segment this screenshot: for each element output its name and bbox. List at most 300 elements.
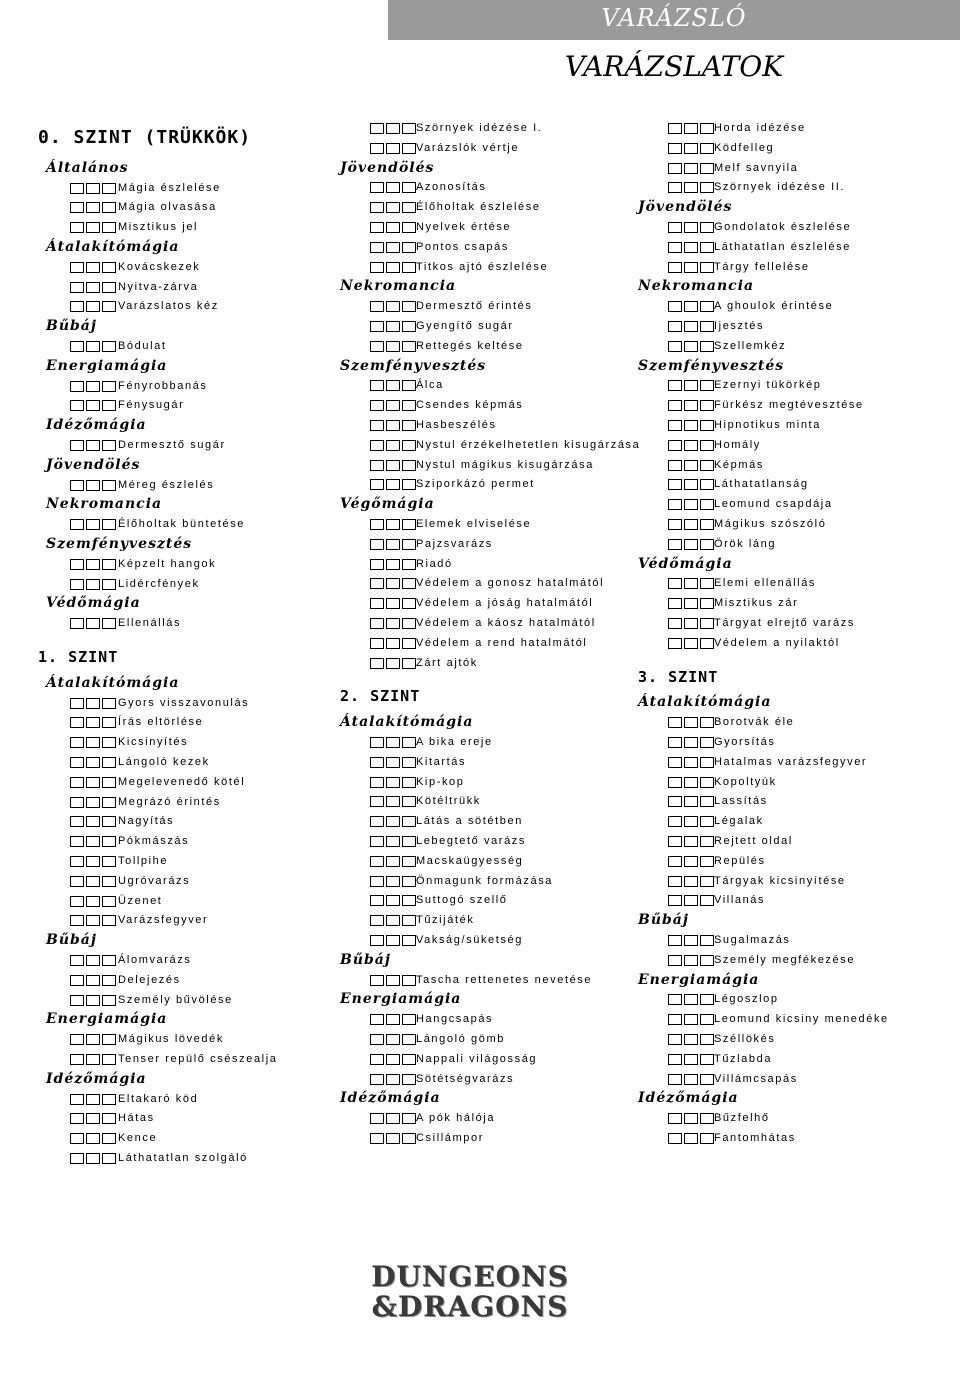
checkbox[interactable] [386, 1034, 400, 1045]
checkbox[interactable] [386, 143, 400, 154]
checkbox[interactable] [402, 479, 416, 490]
checkbox[interactable] [370, 539, 384, 550]
prepared-checkboxes[interactable] [70, 1153, 118, 1173]
checkbox[interactable] [668, 717, 682, 728]
checkbox[interactable] [102, 995, 116, 1006]
checkbox[interactable] [102, 400, 116, 411]
checkbox[interactable] [70, 955, 84, 966]
checkbox[interactable] [102, 797, 116, 808]
checkbox[interactable] [684, 777, 698, 788]
checkbox[interactable] [684, 1113, 698, 1124]
checkbox[interactable] [700, 400, 714, 411]
checkbox[interactable] [700, 321, 714, 332]
checkbox[interactable] [668, 182, 682, 193]
checkbox[interactable] [70, 559, 84, 570]
checkbox[interactable] [386, 757, 400, 768]
checkbox[interactable] [668, 1034, 682, 1045]
checkbox[interactable] [402, 757, 416, 768]
checkbox[interactable] [700, 816, 714, 827]
checkbox[interactable] [86, 797, 100, 808]
checkbox[interactable] [102, 262, 116, 273]
checkbox[interactable] [70, 816, 84, 827]
checkbox[interactable] [70, 480, 84, 491]
checkbox[interactable] [402, 856, 416, 867]
checkbox[interactable] [102, 757, 116, 768]
checkbox[interactable] [700, 519, 714, 530]
checkbox[interactable] [86, 955, 100, 966]
checkbox[interactable] [402, 222, 416, 233]
prepared-checkboxes[interactable] [668, 1133, 716, 1153]
checkbox[interactable] [70, 915, 84, 926]
checkbox[interactable] [668, 1074, 682, 1085]
checkbox[interactable] [86, 301, 100, 312]
checkbox[interactable] [70, 519, 84, 530]
checkbox[interactable] [700, 876, 714, 887]
checkbox[interactable] [386, 222, 400, 233]
checkbox[interactable] [700, 717, 714, 728]
checkbox[interactable] [684, 836, 698, 847]
checkbox[interactable] [386, 479, 400, 490]
checkbox[interactable] [668, 757, 682, 768]
checkbox[interactable] [86, 1133, 100, 1144]
checkbox[interactable] [402, 737, 416, 748]
checkbox[interactable] [402, 1054, 416, 1065]
checkbox[interactable] [102, 955, 116, 966]
checkbox[interactable] [102, 1113, 116, 1124]
checkbox[interactable] [700, 242, 714, 253]
checkbox[interactable] [86, 915, 100, 926]
checkbox[interactable] [668, 301, 682, 312]
checkbox[interactable] [402, 876, 416, 887]
checkbox[interactable] [668, 262, 682, 273]
checkbox[interactable] [370, 796, 384, 807]
checkbox[interactable] [386, 123, 400, 134]
checkbox[interactable] [102, 341, 116, 352]
checkbox[interactable] [700, 123, 714, 134]
checkbox[interactable] [386, 460, 400, 471]
checkbox[interactable] [668, 955, 682, 966]
checkbox[interactable] [102, 183, 116, 194]
checkbox[interactable] [402, 460, 416, 471]
checkbox[interactable] [102, 519, 116, 530]
checkbox[interactable] [684, 143, 698, 154]
checkbox[interactable] [700, 578, 714, 589]
checkbox[interactable] [386, 836, 400, 847]
checkbox[interactable] [86, 618, 100, 629]
checkbox[interactable] [370, 1014, 384, 1025]
checkbox[interactable] [370, 737, 384, 748]
checkbox[interactable] [102, 717, 116, 728]
checkbox[interactable] [70, 579, 84, 590]
checkbox[interactable] [70, 836, 84, 847]
checkbox[interactable] [386, 182, 400, 193]
checkbox[interactable] [700, 598, 714, 609]
checkbox[interactable] [86, 381, 100, 392]
checkbox[interactable] [86, 698, 100, 709]
checkbox[interactable] [102, 301, 116, 312]
checkbox[interactable] [668, 876, 682, 887]
checkbox[interactable] [102, 1034, 116, 1045]
checkbox[interactable] [86, 183, 100, 194]
checkbox[interactable] [70, 341, 84, 352]
checkbox[interactable] [86, 777, 100, 788]
checkbox[interactable] [70, 1113, 84, 1124]
checkbox[interactable] [700, 796, 714, 807]
checkbox[interactable] [402, 895, 416, 906]
prepared-checkboxes[interactable] [70, 618, 118, 638]
checkbox[interactable] [402, 262, 416, 273]
checkbox[interactable] [370, 598, 384, 609]
checkbox[interactable] [668, 460, 682, 471]
checkbox[interactable] [86, 816, 100, 827]
checkbox[interactable] [86, 559, 100, 570]
checkbox[interactable] [402, 301, 416, 312]
checkbox[interactable] [386, 321, 400, 332]
checkbox[interactable] [700, 618, 714, 629]
checkbox[interactable] [86, 202, 100, 213]
checkbox[interactable] [102, 202, 116, 213]
checkbox[interactable] [402, 321, 416, 332]
checkbox[interactable] [684, 598, 698, 609]
checkbox[interactable] [370, 1054, 384, 1065]
checkbox[interactable] [700, 143, 714, 154]
checkbox[interactable] [684, 737, 698, 748]
checkbox[interactable] [86, 1113, 100, 1124]
checkbox[interactable] [102, 381, 116, 392]
checkbox[interactable] [102, 559, 116, 570]
checkbox[interactable] [402, 143, 416, 154]
checkbox[interactable] [668, 143, 682, 154]
checkbox[interactable] [102, 876, 116, 887]
checkbox[interactable] [684, 994, 698, 1005]
checkbox[interactable] [700, 1074, 714, 1085]
checkbox[interactable] [668, 1113, 682, 1124]
checkbox[interactable] [386, 1113, 400, 1124]
checkbox[interactable] [70, 202, 84, 213]
checkbox[interactable] [70, 262, 84, 273]
checkbox[interactable] [386, 598, 400, 609]
checkbox[interactable] [684, 519, 698, 530]
checkbox[interactable] [684, 757, 698, 768]
checkbox[interactable] [386, 975, 400, 986]
checkbox[interactable] [668, 618, 682, 629]
checkbox[interactable] [370, 479, 384, 490]
checkbox[interactable] [70, 777, 84, 788]
checkbox[interactable] [668, 895, 682, 906]
checkbox[interactable] [102, 896, 116, 907]
checkbox[interactable] [700, 777, 714, 788]
checkbox[interactable] [402, 1113, 416, 1124]
checkbox[interactable] [668, 242, 682, 253]
checkbox[interactable] [684, 123, 698, 134]
checkbox[interactable] [700, 440, 714, 451]
checkbox[interactable] [668, 321, 682, 332]
checkbox[interactable] [700, 539, 714, 550]
checkbox[interactable] [684, 301, 698, 312]
checkbox[interactable] [86, 737, 100, 748]
checkbox[interactable] [668, 479, 682, 490]
checkbox[interactable] [370, 895, 384, 906]
checkbox[interactable] [70, 1054, 84, 1065]
checkbox[interactable] [402, 400, 416, 411]
checkbox[interactable] [386, 638, 400, 649]
checkbox[interactable] [684, 796, 698, 807]
checkbox[interactable] [370, 578, 384, 589]
checkbox[interactable] [386, 578, 400, 589]
checkbox[interactable] [668, 519, 682, 530]
checkbox[interactable] [668, 420, 682, 431]
checkbox[interactable] [668, 440, 682, 451]
checkbox[interactable] [370, 440, 384, 451]
checkbox[interactable] [402, 777, 416, 788]
checkbox[interactable] [668, 737, 682, 748]
checkbox[interactable] [386, 202, 400, 213]
checkbox[interactable] [684, 420, 698, 431]
checkbox[interactable] [370, 202, 384, 213]
prepared-checkboxes[interactable] [668, 638, 716, 658]
checkbox[interactable] [70, 301, 84, 312]
checkbox[interactable] [370, 380, 384, 391]
checkbox[interactable] [386, 301, 400, 312]
checkbox[interactable] [684, 1054, 698, 1065]
checkbox[interactable] [102, 440, 116, 451]
checkbox[interactable] [70, 618, 84, 629]
checkbox[interactable] [86, 836, 100, 847]
checkbox[interactable] [86, 876, 100, 887]
checkbox[interactable] [70, 1094, 84, 1105]
checkbox[interactable] [386, 915, 400, 926]
checkbox[interactable] [386, 856, 400, 867]
checkbox[interactable] [86, 856, 100, 867]
checkbox[interactable] [370, 519, 384, 530]
checkbox[interactable] [70, 856, 84, 867]
checkbox[interactable] [370, 1113, 384, 1124]
checkbox[interactable] [684, 242, 698, 253]
checkbox[interactable] [700, 856, 714, 867]
checkbox[interactable] [668, 796, 682, 807]
checkbox[interactable] [70, 440, 84, 451]
checkbox[interactable] [386, 816, 400, 827]
checkbox[interactable] [370, 1133, 384, 1144]
checkbox[interactable] [386, 539, 400, 550]
checkbox[interactable] [700, 1133, 714, 1144]
checkbox[interactable] [386, 440, 400, 451]
checkbox[interactable] [402, 578, 416, 589]
checkbox[interactable] [684, 440, 698, 451]
checkbox[interactable] [386, 618, 400, 629]
checkbox[interactable] [370, 618, 384, 629]
checkbox[interactable] [668, 777, 682, 788]
checkbox[interactable] [386, 658, 400, 669]
checkbox[interactable] [668, 638, 682, 649]
checkbox[interactable] [700, 341, 714, 352]
checkbox[interactable] [70, 1034, 84, 1045]
checkbox[interactable] [700, 1014, 714, 1025]
checkbox[interactable] [700, 836, 714, 847]
checkbox[interactable] [684, 380, 698, 391]
checkbox[interactable] [684, 618, 698, 629]
checkbox[interactable] [102, 915, 116, 926]
checkbox[interactable] [370, 777, 384, 788]
checkbox[interactable] [668, 598, 682, 609]
checkbox[interactable] [668, 856, 682, 867]
checkbox[interactable] [102, 698, 116, 709]
checkbox[interactable] [386, 519, 400, 530]
checkbox[interactable] [370, 836, 384, 847]
checkbox[interactable] [86, 995, 100, 1006]
checkbox[interactable] [700, 163, 714, 174]
checkbox[interactable] [86, 896, 100, 907]
checkbox[interactable] [86, 757, 100, 768]
checkbox[interactable] [668, 499, 682, 510]
checkbox[interactable] [386, 935, 400, 946]
checkbox[interactable] [668, 994, 682, 1005]
checkbox[interactable] [402, 539, 416, 550]
checkbox[interactable] [684, 856, 698, 867]
checkbox[interactable] [700, 935, 714, 946]
checkbox[interactable] [402, 915, 416, 926]
checkbox[interactable] [402, 836, 416, 847]
checkbox[interactable] [668, 1133, 682, 1144]
checkbox[interactable] [684, 1034, 698, 1045]
checkbox[interactable] [86, 1034, 100, 1045]
checkbox[interactable] [700, 301, 714, 312]
checkbox[interactable] [684, 341, 698, 352]
checkbox[interactable] [102, 816, 116, 827]
checkbox[interactable] [86, 1054, 100, 1065]
checkbox[interactable] [684, 400, 698, 411]
checkbox[interactable] [700, 638, 714, 649]
checkbox[interactable] [386, 777, 400, 788]
checkbox[interactable] [86, 717, 100, 728]
checkbox[interactable] [386, 420, 400, 431]
checkbox[interactable] [102, 975, 116, 986]
checkbox[interactable] [370, 460, 384, 471]
checkbox[interactable] [370, 222, 384, 233]
checkbox[interactable] [668, 222, 682, 233]
checkbox[interactable] [86, 1153, 100, 1164]
checkbox[interactable] [700, 1034, 714, 1045]
checkbox[interactable] [700, 262, 714, 273]
checkbox[interactable] [70, 400, 84, 411]
checkbox[interactable] [684, 479, 698, 490]
checkbox[interactable] [700, 895, 714, 906]
checkbox[interactable] [70, 797, 84, 808]
checkbox[interactable] [386, 1074, 400, 1085]
checkbox[interactable] [700, 222, 714, 233]
checkbox[interactable] [402, 935, 416, 946]
checkbox[interactable] [370, 420, 384, 431]
checkbox[interactable] [70, 737, 84, 748]
checkbox[interactable] [370, 321, 384, 332]
checkbox[interactable] [70, 698, 84, 709]
checkbox[interactable] [386, 1014, 400, 1025]
checkbox[interactable] [402, 182, 416, 193]
checkbox[interactable] [370, 182, 384, 193]
checkbox[interactable] [684, 460, 698, 471]
checkbox[interactable] [386, 1133, 400, 1144]
checkbox[interactable] [684, 876, 698, 887]
checkbox[interactable] [70, 896, 84, 907]
checkbox[interactable] [370, 1034, 384, 1045]
checkbox[interactable] [370, 856, 384, 867]
checkbox[interactable] [668, 341, 682, 352]
checkbox[interactable] [70, 876, 84, 887]
checkbox[interactable] [684, 499, 698, 510]
checkbox[interactable] [102, 1054, 116, 1065]
checkbox[interactable] [86, 579, 100, 590]
checkbox[interactable] [402, 1014, 416, 1025]
checkbox[interactable] [70, 222, 84, 233]
checkbox[interactable] [668, 816, 682, 827]
checkbox[interactable] [402, 658, 416, 669]
checkbox[interactable] [684, 539, 698, 550]
checkbox[interactable] [102, 1133, 116, 1144]
checkbox[interactable] [386, 796, 400, 807]
checkbox[interactable] [668, 1054, 682, 1065]
checkbox[interactable] [386, 895, 400, 906]
checkbox[interactable] [700, 955, 714, 966]
checkbox[interactable] [684, 1014, 698, 1025]
checkbox[interactable] [370, 143, 384, 154]
checkbox[interactable] [70, 975, 84, 986]
checkbox[interactable] [668, 380, 682, 391]
checkbox[interactable] [102, 579, 116, 590]
checkbox[interactable] [370, 559, 384, 570]
checkbox[interactable] [370, 123, 384, 134]
checkbox[interactable] [370, 638, 384, 649]
checkbox[interactable] [684, 895, 698, 906]
checkbox[interactable] [370, 935, 384, 946]
checkbox[interactable] [700, 757, 714, 768]
checkbox[interactable] [402, 380, 416, 391]
checkbox[interactable] [102, 1153, 116, 1164]
checkbox[interactable] [370, 816, 384, 827]
checkbox[interactable] [402, 1133, 416, 1144]
checkbox[interactable] [86, 519, 100, 530]
checkbox[interactable] [386, 262, 400, 273]
checkbox[interactable] [386, 400, 400, 411]
checkbox[interactable] [102, 856, 116, 867]
checkbox[interactable] [370, 975, 384, 986]
checkbox[interactable] [684, 1133, 698, 1144]
checkbox[interactable] [684, 717, 698, 728]
checkbox[interactable] [86, 262, 100, 273]
checkbox[interactable] [700, 460, 714, 471]
checkbox[interactable] [700, 1113, 714, 1124]
checkbox[interactable] [86, 1094, 100, 1105]
checkbox[interactable] [102, 282, 116, 293]
checkbox[interactable] [402, 816, 416, 827]
checkbox[interactable] [70, 1153, 84, 1164]
checkbox[interactable] [386, 242, 400, 253]
checkbox[interactable] [668, 935, 682, 946]
checkbox[interactable] [684, 222, 698, 233]
checkbox[interactable] [684, 935, 698, 946]
checkbox[interactable] [402, 598, 416, 609]
checkbox[interactable] [402, 123, 416, 134]
checkbox[interactable] [700, 737, 714, 748]
checkbox[interactable] [700, 420, 714, 431]
checkbox[interactable] [102, 836, 116, 847]
checkbox[interactable] [102, 222, 116, 233]
checkbox[interactable] [402, 796, 416, 807]
checkbox[interactable] [86, 480, 100, 491]
checkbox[interactable] [386, 1054, 400, 1065]
checkbox[interactable] [402, 420, 416, 431]
checkbox[interactable] [700, 182, 714, 193]
checkbox[interactable] [684, 163, 698, 174]
